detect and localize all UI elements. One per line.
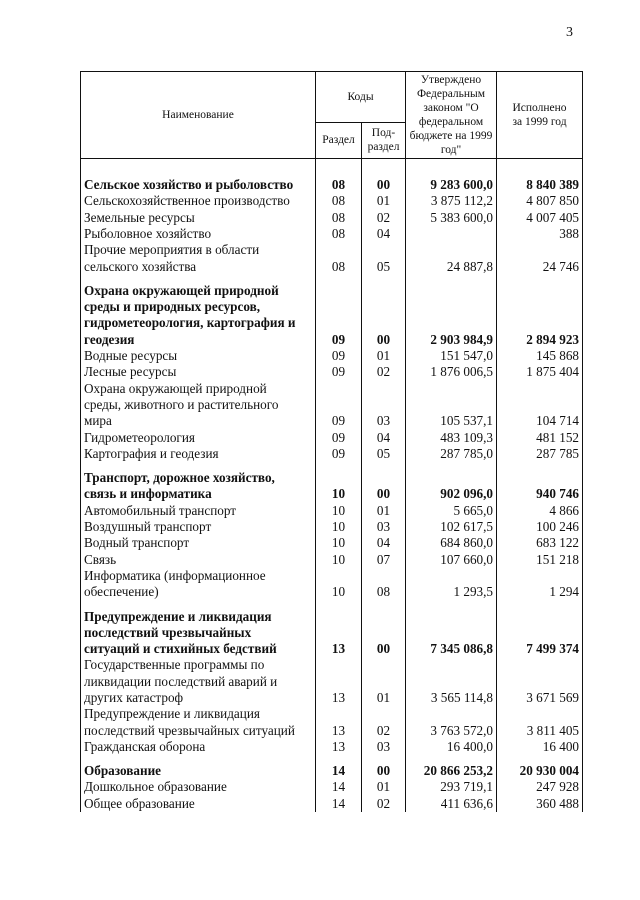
- spacer-row: [81, 462, 583, 470]
- table-row: [81, 446, 583, 462]
- row-subsection-code: 01: [362, 657, 406, 706]
- row-section-code: 10: [316, 568, 362, 601]
- row-name: Гидрометеорология: [81, 430, 316, 446]
- row-section-code: 14: [316, 779, 362, 795]
- header-name: Наименование: [81, 72, 316, 159]
- row-subsection-code: 00: [362, 283, 406, 348]
- row-subsection-code: 05: [362, 446, 406, 462]
- row-section-code: 09: [316, 364, 362, 380]
- row-approved-amount: 3 875 112,2: [406, 193, 497, 209]
- table-row: [81, 796, 583, 812]
- row-section-code: 08: [316, 242, 362, 275]
- row-executed-amount: 7 499 374: [497, 609, 583, 658]
- row-executed-amount: 4 007 405: [497, 210, 583, 226]
- table-row: [81, 348, 583, 364]
- section-total-row: [81, 470, 583, 503]
- row-subsection-code: 00: [362, 177, 406, 193]
- row-approved-amount: 7 345 086,8: [406, 609, 497, 658]
- table-row: [81, 430, 583, 446]
- row-subsection-code: 04: [362, 430, 406, 446]
- row-section-code: 13: [316, 657, 362, 706]
- row-subsection-code: 03: [362, 739, 406, 755]
- row-section-code: 10: [316, 519, 362, 535]
- table-header: [81, 72, 583, 159]
- row-approved-amount: 1 876 006,5: [406, 364, 497, 380]
- row-approved-amount: 20 866 253,2: [406, 763, 497, 779]
- row-name: Охрана окружающей природной среды, животного и растительного мира: [81, 381, 316, 430]
- row-subsection-code: 02: [362, 796, 406, 812]
- table-row: [81, 503, 583, 519]
- section-total-row: [81, 177, 583, 193]
- row-name: Связь: [81, 552, 316, 568]
- row-approved-amount: 287 785,0: [406, 446, 497, 462]
- row-executed-amount: 4 807 850: [497, 193, 583, 209]
- row-subsection-code: 00: [362, 763, 406, 779]
- section-total-row: [81, 283, 583, 348]
- table-row: [81, 568, 583, 601]
- row-name: Общее образование: [81, 796, 316, 812]
- row-name: Земельные ресурсы: [81, 210, 316, 226]
- row-executed-amount: 287 785: [497, 446, 583, 462]
- table-row: [81, 210, 583, 226]
- row-approved-amount: 9 283 600,0: [406, 177, 497, 193]
- row-approved-amount: 105 537,1: [406, 381, 497, 430]
- row-executed-amount: 16 400: [497, 739, 583, 755]
- row-subsection-code: 02: [362, 210, 406, 226]
- row-name: Водный транспорт: [81, 535, 316, 551]
- row-name: Автомобильный транспорт: [81, 503, 316, 519]
- row-section-code: 09: [316, 446, 362, 462]
- row-subsection-code: 00: [362, 609, 406, 658]
- row-approved-amount: 3 565 114,8: [406, 657, 497, 706]
- row-subsection-code: 02: [362, 706, 406, 739]
- row-approved-amount: 483 109,3: [406, 430, 497, 446]
- header-approved: Утверждено Федеральным законом "О федеральном бюджете на 1999 год": [406, 72, 497, 159]
- row-name: Образование: [81, 763, 316, 779]
- row-executed-amount: 24 746: [497, 242, 583, 275]
- row-subsection-code: 02: [362, 364, 406, 380]
- row-section-code: 13: [316, 706, 362, 739]
- row-section-code: 14: [316, 763, 362, 779]
- row-section-code: 10: [316, 503, 362, 519]
- row-executed-amount: 4 866: [497, 503, 583, 519]
- table-row: [81, 193, 583, 209]
- table-row: [81, 706, 583, 739]
- row-name: Гражданская оборона: [81, 739, 316, 755]
- row-executed-amount: 940 746: [497, 470, 583, 503]
- row-approved-amount: 5 383 600,0: [406, 210, 497, 226]
- row-section-code: 10: [316, 535, 362, 551]
- row-section-code: 14: [316, 796, 362, 812]
- row-executed-amount: 3 671 569: [497, 657, 583, 706]
- table-row: [81, 242, 583, 275]
- table-row: [81, 552, 583, 568]
- row-subsection-code: 07: [362, 552, 406, 568]
- row-subsection-code: 01: [362, 193, 406, 209]
- budget-table: [80, 71, 583, 812]
- row-section-code: 08: [316, 210, 362, 226]
- row-executed-amount: 481 152: [497, 430, 583, 446]
- row-executed-amount: 1 294: [497, 568, 583, 601]
- row-section-code: 09: [316, 283, 362, 348]
- row-approved-amount: 151 547,0: [406, 348, 497, 364]
- row-name: Транспорт, дорожное хозяйство, связь и информатика: [81, 470, 316, 503]
- row-executed-amount: 100 246: [497, 519, 583, 535]
- row-approved-amount: 684 860,0: [406, 535, 497, 551]
- header-executed: Исполнено за 1999 год: [497, 72, 583, 159]
- row-name: Картография и геодезия: [81, 446, 316, 462]
- row-name: Охрана окружающей природной среды и природных ресурсов, гидрометеорология, картография и геодезия: [81, 283, 316, 348]
- table-row: [81, 657, 583, 706]
- row-section-code: 10: [316, 470, 362, 503]
- row-subsection-code: 01: [362, 779, 406, 795]
- row-approved-amount: 107 660,0: [406, 552, 497, 568]
- row-executed-amount: 247 928: [497, 779, 583, 795]
- row-section-code: 09: [316, 348, 362, 364]
- row-name: Водные ресурсы: [81, 348, 316, 364]
- row-section-code: 08: [316, 193, 362, 209]
- row-subsection-code: 03: [362, 381, 406, 430]
- row-approved-amount: 1 293,5: [406, 568, 497, 601]
- header-subsection: Под- раздел: [362, 122, 406, 158]
- row-name: Сельское хозяйство и рыболовство: [81, 177, 316, 193]
- row-subsection-code: 04: [362, 226, 406, 242]
- table-row: [81, 739, 583, 755]
- row-approved-amount: 2 903 984,9: [406, 283, 497, 348]
- row-executed-amount: 2 894 923: [497, 283, 583, 348]
- row-approved-amount: [406, 226, 497, 242]
- row-name: Воздушный транспорт: [81, 519, 316, 535]
- row-name: Лесные ресурсы: [81, 364, 316, 380]
- row-executed-amount: 388: [497, 226, 583, 242]
- table-row: [81, 381, 583, 430]
- row-subsection-code: 01: [362, 503, 406, 519]
- row-executed-amount: 3 811 405: [497, 706, 583, 739]
- row-executed-amount: 104 714: [497, 381, 583, 430]
- row-name: Прочие мероприятия в области сельского хозяйства: [81, 242, 316, 275]
- row-executed-amount: 151 218: [497, 552, 583, 568]
- row-approved-amount: 902 096,0: [406, 470, 497, 503]
- row-approved-amount: 24 887,8: [406, 242, 497, 275]
- row-subsection-code: 08: [362, 568, 406, 601]
- row-approved-amount: 3 763 572,0: [406, 706, 497, 739]
- row-subsection-code: 01: [362, 348, 406, 364]
- row-executed-amount: 8 840 389: [497, 177, 583, 193]
- row-section-code: 08: [316, 177, 362, 193]
- table-row: [81, 779, 583, 795]
- page-number: 3: [566, 25, 573, 40]
- table-body: [81, 159, 583, 812]
- spacer-row: [81, 159, 583, 178]
- row-name: Информатика (информационное обеспечение): [81, 568, 316, 601]
- section-total-row: [81, 609, 583, 658]
- row-name: Дошкольное образование: [81, 779, 316, 795]
- row-approved-amount: 293 719,1: [406, 779, 497, 795]
- header-codes: Коды: [316, 72, 406, 123]
- row-subsection-code: 05: [362, 242, 406, 275]
- row-name: Предупреждение и ликвидация последствий чрезвычайных ситуаций: [81, 706, 316, 739]
- row-name: Сельскохозяйственное производство: [81, 193, 316, 209]
- row-section-code: 08: [316, 226, 362, 242]
- row-subsection-code: 04: [362, 535, 406, 551]
- section-total-row: [81, 763, 583, 779]
- row-section-code: 13: [316, 609, 362, 658]
- row-executed-amount: 20 930 004: [497, 763, 583, 779]
- row-executed-amount: 360 488: [497, 796, 583, 812]
- table-row: [81, 535, 583, 551]
- spacer-row: [81, 755, 583, 763]
- row-name: Предупреждение и ликвидация последствий чрезвычайных ситуаций и стихийных бедствий: [81, 609, 316, 658]
- row-subsection-code: 00: [362, 470, 406, 503]
- table-row: [81, 364, 583, 380]
- row-executed-amount: 1 875 404: [497, 364, 583, 380]
- row-approved-amount: 102 617,5: [406, 519, 497, 535]
- row-subsection-code: 03: [362, 519, 406, 535]
- table-row: [81, 519, 583, 535]
- header-section: Раздел: [316, 122, 362, 158]
- row-section-code: 09: [316, 381, 362, 430]
- table-row: [81, 226, 583, 242]
- row-approved-amount: 16 400,0: [406, 739, 497, 755]
- row-approved-amount: 5 665,0: [406, 503, 497, 519]
- spacer-row: [81, 275, 583, 283]
- row-executed-amount: 683 122: [497, 535, 583, 551]
- row-name: Рыболовное хозяйство: [81, 226, 316, 242]
- row-name: Государственные программы по ликвидации последствий аварий и других катастроф: [81, 657, 316, 706]
- row-approved-amount: 411 636,6: [406, 796, 497, 812]
- spacer-row: [81, 601, 583, 609]
- row-section-code: 09: [316, 430, 362, 446]
- row-executed-amount: 145 868: [497, 348, 583, 364]
- row-section-code: 10: [316, 552, 362, 568]
- row-section-code: 13: [316, 739, 362, 755]
